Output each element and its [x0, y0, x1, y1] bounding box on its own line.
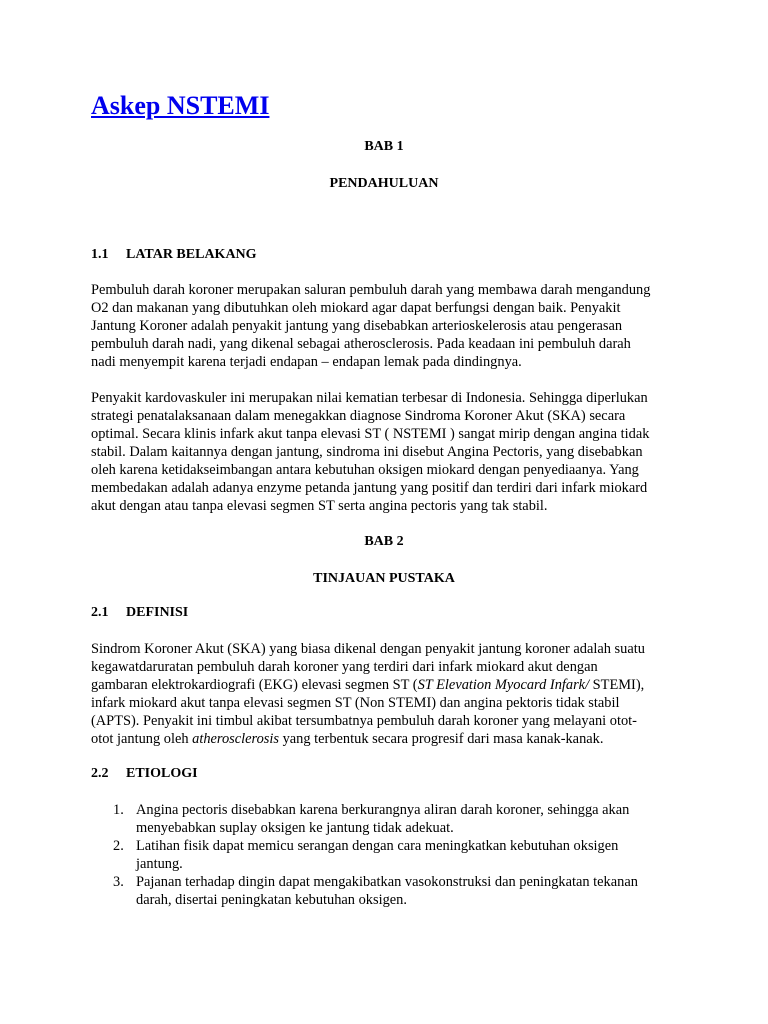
list-item-line: Pajanan terhadap dingin dapat mengakibatkan vasokonstruksi dan peningkatan tekanan [136, 874, 638, 890]
document-title-link[interactable]: Askep NSTEMI [91, 91, 270, 120]
list-item-number: 2. [113, 838, 124, 854]
section-1-1-heading [91, 246, 257, 264]
paragraph-line: pembuluh darah nadi, yang dikenal sebagai atherosclerosis. Pada keadaan ini pembuluh darah [91, 336, 631, 352]
list-item-line: jantung. [136, 856, 183, 872]
list-item-line: darah, disertai peningkatan kebutuhan oksigen. [136, 892, 407, 908]
paragraph-line: Sindrom Koroner Akut (SKA) yang biasa dikenal dengan penyakit jantung koroner adalah suatu [91, 641, 645, 657]
paragraph-line: kegawatdaruratan pembuluh darah koroner yang terdiri dari infark miokard akut dengan [91, 659, 598, 675]
list-item-line: Latihan fisik dapat memicu serangan dengan cara meningkatkan kebutuhan oksigen [136, 838, 619, 854]
bab1-label: BAB 1 [364, 139, 404, 154]
section-number: 2.2 [91, 766, 109, 781]
paragraph-line: akut dengan atau tanpa elevasi segmen ST serta angina pectoris yang tak stabil. [91, 498, 548, 514]
paragraph-line [91, 730, 603, 748]
paragraph-line: infark miokard akut tanpa elevasi segmen ST (Non STEMI) dan angina pektoris tidak stabil [91, 695, 620, 711]
italic-term: ST Elevation Myocard Infark/ [417, 677, 590, 693]
text-run: gambaran elektrokardiografi (EKG) elevasi segmen ST ( [91, 677, 418, 693]
paragraph-line: O2 dan makanan yang dibutuhkan oleh miokard agar dapat berfungsi dengan baik. Penyakit [91, 300, 621, 316]
list-item-line: Angina pectoris disebabkan karena berkurangnya aliran darah koroner, sehingga akan [136, 802, 630, 818]
section-number: 2.1 [91, 605, 109, 620]
text-run: otot jantung oleh [91, 731, 193, 747]
bab2-heading: TINJAUAN PUSTAKA [313, 571, 455, 586]
section-2-2-heading [91, 765, 198, 783]
bab2-label: BAB 2 [364, 534, 404, 549]
list-item-number: 3. [113, 874, 124, 890]
paragraph-line: oleh karena ketidakseimbangan antara kebutuhan oksigen miokard dengan penyediaanya. Yang [91, 462, 639, 478]
section-title: LATAR BELAKANG [126, 247, 257, 262]
paragraph-line: membedakan adalah adanya enzyme petanda jantung yang positif dan terdiri dari infark miokard [91, 480, 648, 496]
paragraph-line: Penyakit kardovaskuler ini merupakan nilai kematian terbesar di Indonesia. Sehingga diperlukan [91, 390, 648, 406]
paragraph-line: strategi penatalaksanaan dalam menegakkan diagnose Sindroma Koroner Akut (SKA) secara [91, 408, 626, 424]
section-number: 1.1 [91, 247, 109, 262]
list-item-line: menyebabkan suplay oksigen ke jantung tidak adekuat. [136, 820, 454, 836]
paragraph-line: nadi menyempit karena terjadi endapan – endapan lemak pada dindingnya. [91, 354, 522, 370]
italic-term: atherosclerosis [192, 731, 279, 747]
section-title: DEFINISI [126, 605, 189, 620]
paragraph-line: stabil. Dalam kaitannya dengan jantung, sindroma ini disebut Angina Pectoris, yang disebabkan [91, 444, 643, 460]
paragraph-line: (APTS). Penyakit ini timbul akibat tersumbatnya pembuluh darah koroner yang melayani otot- [91, 713, 637, 729]
text-run: yang terbentuk secara progresif dari masa kanak-kanak. [279, 731, 604, 747]
section-2-1-heading [91, 604, 188, 622]
list-item-number: 1. [113, 802, 124, 818]
section-title: ETIOLOGI [126, 766, 198, 781]
paragraph-line [91, 676, 644, 694]
paragraph-line: Pembuluh darah koroner merupakan saluran pembuluh darah yang membawa darah mengandung [91, 282, 651, 298]
bab1-heading: PENDAHULUAN [329, 176, 439, 191]
text-run: STEMI), [589, 677, 645, 693]
paragraph-line: Jantung Koroner adalah penyakit jantung yang disebabkan arterioskelerosis atau pengerasan [91, 318, 623, 334]
paragraph-line: optimal. Secara klinis infark akut tanpa elevasi ST ( NSTEMI ) sangat mirip dengan angina tidak [91, 426, 650, 442]
